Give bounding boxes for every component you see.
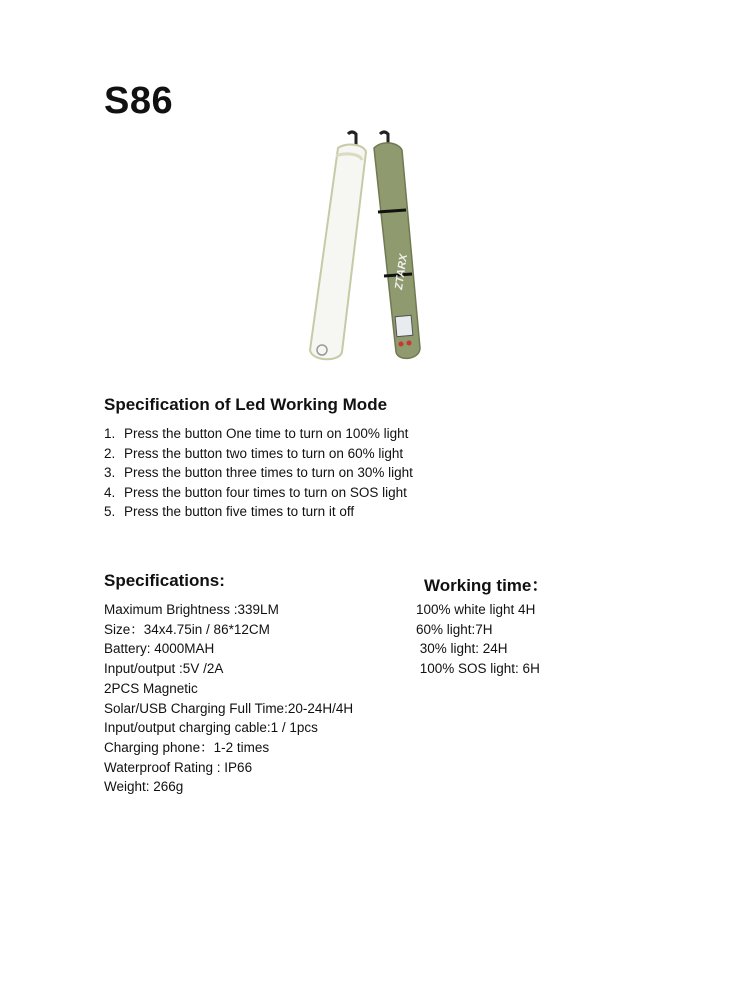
product-image (298, 130, 438, 366)
working-time-item: 100% SOS light: 6H (416, 661, 540, 677)
spec-item: 2PCS Magnetic (104, 680, 198, 696)
working-time-list (416, 600, 540, 679)
spec-item: Input/output :5V /2A (104, 661, 224, 677)
list-item: 1. Press the button One time to turn on 100% light (104, 426, 409, 441)
white-light-tube (310, 132, 366, 359)
spec-item: Waterproof Rating : IP66 (104, 759, 253, 775)
specifications-heading: Specifications: (104, 571, 225, 590)
product-model-title: S86 (104, 80, 174, 122)
list-item: 5. Press the button five times to turn it off (104, 504, 355, 520)
working-time-item: 30% light: 24H (416, 641, 508, 657)
spec-item: Charging phone：1-2 times (104, 739, 270, 755)
list-item: 2. Press the button two times to turn on 60% light (104, 445, 404, 461)
specifications-list (104, 600, 353, 797)
spec-item: Weight: 266g (104, 779, 184, 795)
green-light-tube (374, 132, 420, 358)
list-item: 4. Press the button four times to turn on SOS light (104, 484, 407, 500)
spec-item: Solar/USB Charging Full Time:20-24H/4H (104, 700, 354, 716)
list-item: 3. Press the button three times to turn on 30% light (104, 465, 413, 481)
spec-item: Size：34x4.75in / 86*12CM (104, 621, 270, 637)
led-mode-list (104, 424, 413, 522)
working-time-heading: Working time： (424, 576, 549, 595)
working-time-item: 100% white light 4H (416, 602, 536, 617)
spec-item: Input/output charging cable:1 / 1pcs (104, 720, 318, 736)
spec-item: Battery: 4000MAH (104, 641, 215, 657)
led-mode-heading: Specification of Led Working Mode (104, 395, 388, 414)
brand-logo: ZTARX (393, 253, 410, 291)
working-time-item: 60% light:7H (416, 621, 493, 637)
spec-item: Maximum Brightness :339LM (104, 602, 279, 617)
